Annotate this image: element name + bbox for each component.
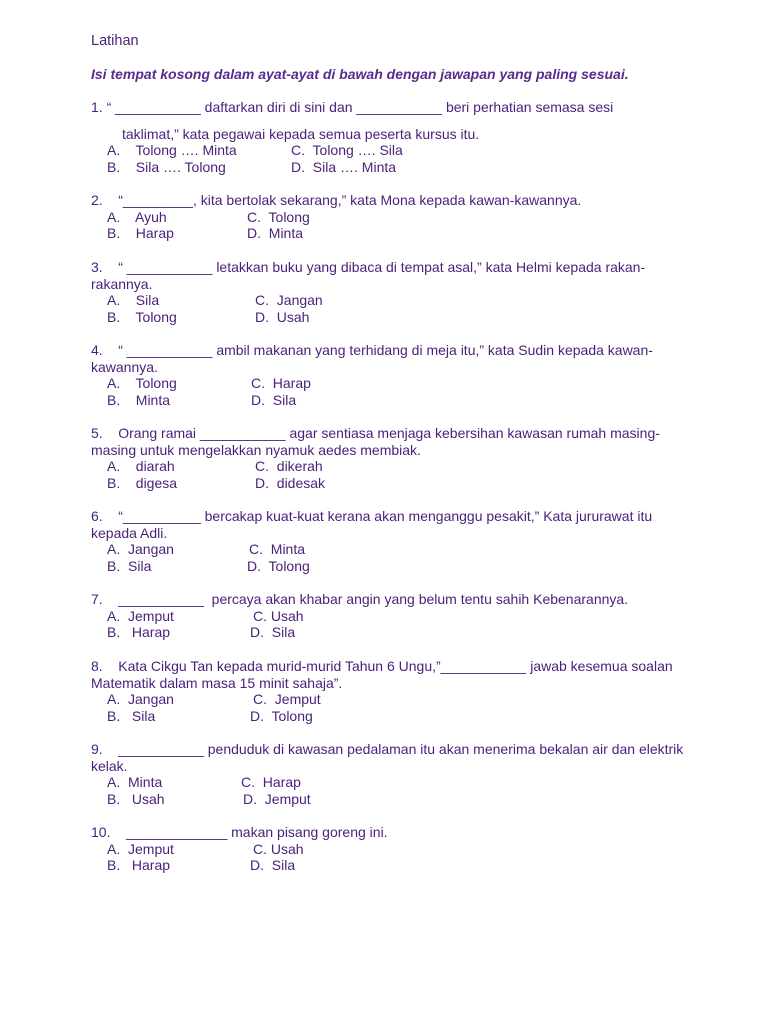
question-10 xyxy=(91,824,691,874)
option-a: A. Tolong xyxy=(107,375,177,392)
option-b: B. Sila …. Tolong xyxy=(107,158,226,175)
option-c: C. dikerah xyxy=(255,458,323,475)
option-c: C. Harap xyxy=(251,375,311,392)
page-title: Latihan xyxy=(91,33,139,49)
options-group xyxy=(107,458,691,491)
option-c: C. Tolong …. Sila xyxy=(291,142,403,159)
option-d: D. Sila …. Minta xyxy=(291,158,397,175)
question-2 xyxy=(91,192,691,242)
option-a: A. Ayuh xyxy=(107,208,167,225)
question-4 xyxy=(91,342,691,408)
question-text: 3. “ ___________ letakkan buku yang dibaca di tempat asal,” kata Helmi kepada rakan-rakannya. xyxy=(91,259,646,292)
options-group xyxy=(107,209,691,242)
options-group xyxy=(107,774,691,807)
option-b: B. digesa xyxy=(107,474,178,491)
question-1 xyxy=(91,99,691,175)
option-d: D. Tolong xyxy=(250,707,313,724)
options-group xyxy=(107,841,691,874)
option-b: B. Sila xyxy=(107,557,152,574)
question-continuation: taklimat,” kata pegawai kepada semua peserta kursus itu. xyxy=(122,125,480,142)
option-b: B. Tolong xyxy=(107,308,177,325)
question-text: 2. “_________, kita bertolak sekarang,” kata Mona kepada kawan-kawannya. xyxy=(91,192,582,208)
option-c: C. Usah xyxy=(253,607,304,624)
question-7 xyxy=(91,591,691,641)
options-group xyxy=(107,142,691,175)
options-group xyxy=(107,541,691,574)
option-d: D. didesak xyxy=(255,474,326,491)
option-a: A. Jemput xyxy=(107,840,174,857)
question-8 xyxy=(91,658,691,724)
option-c: C. Harap xyxy=(241,774,301,791)
option-c: C. Jangan xyxy=(255,292,323,309)
options-group xyxy=(107,691,691,724)
question-text: 7. ___________ percaya akan khabar angin yang belum tentu sahih Kebenarannya. xyxy=(91,591,629,607)
option-a: A. Jangan xyxy=(107,691,174,708)
option-b: B. Harap xyxy=(107,225,174,242)
question-text: 8. Kata Cikgu Tan kepada murid-murid Tahun 6 Ungu,”___________ jawab kesemua soalan Matematik dalam masa 15 minit sahaja”. xyxy=(91,658,677,691)
option-b: B. Usah xyxy=(107,790,165,807)
option-a: A. Tolong …. Minta xyxy=(107,142,237,159)
option-d: D. Usah xyxy=(255,308,310,325)
options-group xyxy=(107,292,691,325)
option-a: A. diarah xyxy=(107,458,175,475)
instruction-text: Isi tempat kosong dalam ayat-ayat di bawah dengan jawapan yang paling sesuai. xyxy=(91,66,629,82)
option-d: D. Sila xyxy=(250,857,296,874)
question-9 xyxy=(91,741,691,807)
options-group xyxy=(107,608,691,641)
question-5 xyxy=(91,425,691,491)
option-c: C. Tolong xyxy=(247,208,310,225)
option-b: B. Harap xyxy=(107,624,171,641)
option-d: D. Jemput xyxy=(243,790,311,807)
option-a: A. Jangan xyxy=(107,541,174,558)
option-b: B. Harap xyxy=(107,857,171,874)
option-a: A. Sila xyxy=(107,292,160,309)
option-d: D. Sila xyxy=(251,391,297,408)
question-text: 10. _____________ makan pisang goreng ini. xyxy=(91,824,388,840)
question-text: 5. Orang ramai ___________ agar sentiasa menjaga kebersihan kawasan rumah masing-masing untuk mengelakkan nyamuk aedes membiak. xyxy=(91,425,660,458)
question-6 xyxy=(91,508,691,574)
option-d: D. Minta xyxy=(247,225,304,242)
option-d: D. Tolong xyxy=(247,557,310,574)
option-b: B. Minta xyxy=(107,391,171,408)
options-group xyxy=(107,375,691,408)
question-text: 9. ___________ penduduk di kawasan pedalaman itu akan menerima bekalan air dan elektrik kelak. xyxy=(91,741,688,774)
option-c: C. Minta xyxy=(249,541,306,558)
option-c: C. Jemput xyxy=(253,691,321,708)
option-b: B. Sila xyxy=(107,707,156,724)
question-text: 1. “ ___________ daftarkan diri di sini dan ___________ beri perhatian semasa sesi xyxy=(91,99,614,115)
question-text: 4. “ ___________ ambil makanan yang terhidang di meja itu,” kata Sudin kepada kawan-kawannya. xyxy=(91,342,653,375)
option-a: A. Minta xyxy=(107,774,163,791)
option-a: A. Jemput xyxy=(107,607,174,624)
option-c: C. Usah xyxy=(253,840,304,857)
question-3 xyxy=(91,259,691,325)
question-text: 6. “__________ bercakap kuat-kuat kerana akan menganggu pesakit,” Kata jururawat itu kepada Adli. xyxy=(91,508,657,541)
option-d: D. Sila xyxy=(250,624,296,641)
